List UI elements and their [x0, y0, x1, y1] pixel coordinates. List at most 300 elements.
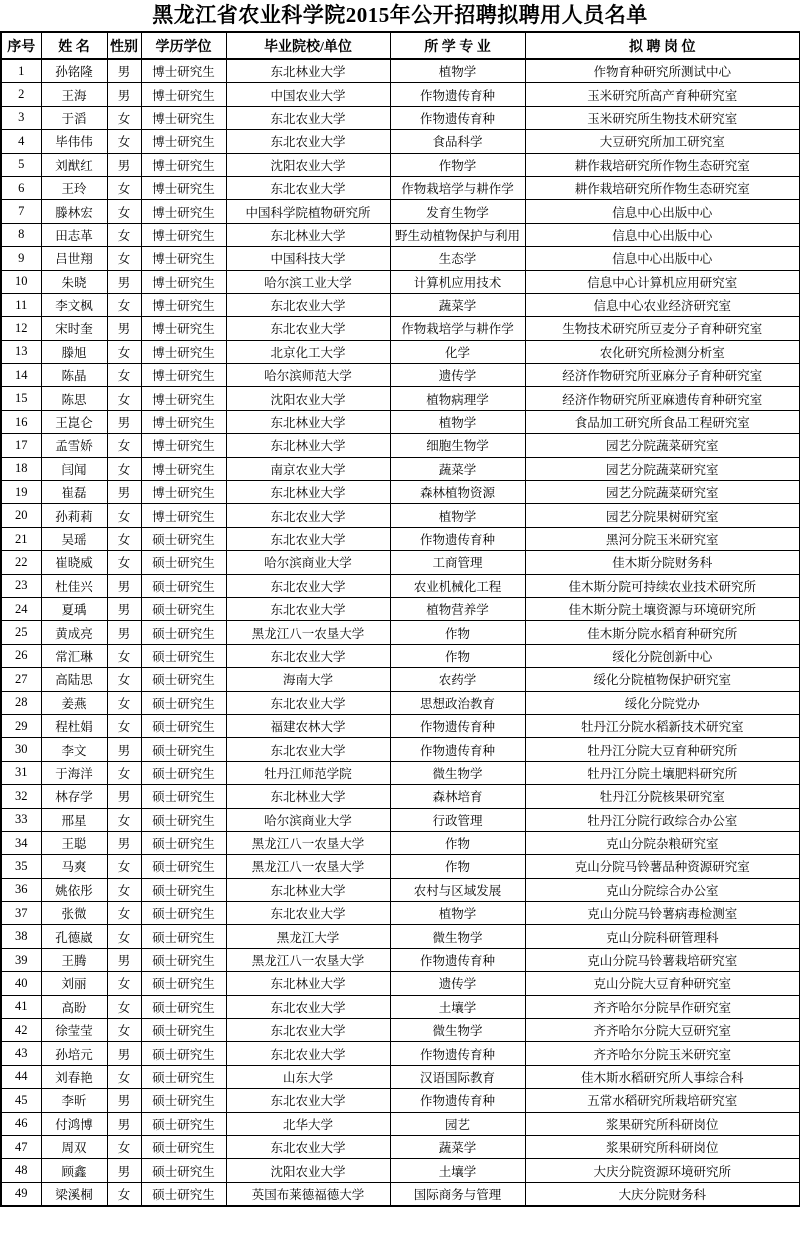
- cell-name: 滕旭: [41, 340, 107, 363]
- cell-major: 植物病理学: [390, 387, 525, 410]
- cell-major: 思想政治教育: [390, 691, 525, 714]
- cell-school: 北京化工大学: [226, 340, 390, 363]
- cell-gender: 女: [107, 247, 141, 270]
- cell-degree: 博士研究生: [141, 340, 226, 363]
- table-row: [1, 504, 800, 527]
- cell-position: 耕作栽培研究所作物生态研究室: [525, 153, 800, 176]
- cell-school: 东北农业大学: [226, 176, 390, 199]
- cell-gender: 男: [107, 481, 141, 504]
- cell-school: 东北林业大学: [226, 972, 390, 995]
- cell-major: 蔬菜学: [390, 293, 525, 316]
- table-row: [1, 481, 800, 504]
- cell-index: 43: [1, 1042, 41, 1065]
- cell-index: 46: [1, 1112, 41, 1135]
- cell-major: 作物栽培学与耕作学: [390, 176, 525, 199]
- cell-gender: 女: [107, 925, 141, 948]
- cell-major: 野生动植物保护与利用: [390, 223, 525, 246]
- cell-degree: 硕士研究生: [141, 761, 226, 784]
- cell-index: 3: [1, 106, 41, 129]
- cell-major: 作物遗传育种: [390, 527, 525, 550]
- column-header-name: 姓 名: [41, 32, 107, 59]
- cell-index: 45: [1, 1089, 41, 1112]
- cell-degree: 硕士研究生: [141, 527, 226, 550]
- cell-position: 信息中心出版中心: [525, 223, 800, 246]
- cell-major: 作物遗传育种: [390, 948, 525, 971]
- cell-index: 42: [1, 1019, 41, 1042]
- table-row: [1, 738, 800, 761]
- cell-major: 细胞生物学: [390, 434, 525, 457]
- cell-index: 33: [1, 808, 41, 831]
- cell-major: 生态学: [390, 247, 525, 270]
- cell-name: 李文枫: [41, 293, 107, 316]
- cell-major: 化学: [390, 340, 525, 363]
- cell-position: 克山分院杂粮研究室: [525, 831, 800, 854]
- cell-name: 马爽: [41, 855, 107, 878]
- cell-school: 山东大学: [226, 1065, 390, 1088]
- cell-name: 王玲: [41, 176, 107, 199]
- cell-name: 王崑仑: [41, 410, 107, 433]
- cell-position: 牡丹江分院行政综合办公室: [525, 808, 800, 831]
- cell-school: 哈尔滨商业大学: [226, 808, 390, 831]
- cell-school: 中国科学院植物研究所: [226, 200, 390, 223]
- cell-name: 周双: [41, 1135, 107, 1158]
- cell-gender: 女: [107, 1019, 141, 1042]
- cell-degree: 博士研究生: [141, 317, 226, 340]
- cell-position: 克山分院马铃薯品种资源研究室: [525, 855, 800, 878]
- cell-school: 东北林业大学: [226, 785, 390, 808]
- column-header-degree: 学历学位: [141, 32, 226, 59]
- table-row: [1, 972, 800, 995]
- cell-name: 张微: [41, 902, 107, 925]
- cell-name: 邢星: [41, 808, 107, 831]
- cell-index: 8: [1, 223, 41, 246]
- cell-index: 44: [1, 1065, 41, 1088]
- cell-position: 克山分院马铃薯栽培研究室: [525, 948, 800, 971]
- cell-position: 克山分院马铃薯病毒检测室: [525, 902, 800, 925]
- cell-major: 植物学: [390, 902, 525, 925]
- cell-index: 14: [1, 364, 41, 387]
- cell-major: 农药学: [390, 668, 525, 691]
- cell-school: 黑龙江八一农垦大学: [226, 855, 390, 878]
- cell-degree: 博士研究生: [141, 481, 226, 504]
- cell-degree: 硕士研究生: [141, 808, 226, 831]
- document-title: 黑龙江省农业科学院2015年公开招聘拟聘用人员名单: [152, 3, 648, 27]
- cell-position: 齐齐哈尔分院玉米研究室: [525, 1042, 800, 1065]
- table-row: [1, 1112, 800, 1135]
- cell-name: 徐莹莹: [41, 1019, 107, 1042]
- cell-major: 作物遗传育种: [390, 83, 525, 106]
- cell-name: 付鸿博: [41, 1112, 107, 1135]
- cell-school: 黑龙江大学: [226, 925, 390, 948]
- cell-position: 信息中心农业经济研究室: [525, 293, 800, 316]
- cell-school: 东北农业大学: [226, 130, 390, 153]
- cell-index: 28: [1, 691, 41, 714]
- cell-name: 刘春艳: [41, 1065, 107, 1088]
- cell-position: 农化研究所检测分析室: [525, 340, 800, 363]
- cell-name: 李昕: [41, 1089, 107, 1112]
- table-row: [1, 855, 800, 878]
- table-row: [1, 387, 800, 410]
- cell-degree: 博士研究生: [141, 176, 226, 199]
- table-row: [1, 878, 800, 901]
- cell-school: 黑龙江八一农垦大学: [226, 621, 390, 644]
- table-row: [1, 621, 800, 644]
- table-row: [1, 1042, 800, 1065]
- cell-position: 园艺分院果树研究室: [525, 504, 800, 527]
- cell-index: 2: [1, 83, 41, 106]
- cell-name: 刘丽: [41, 972, 107, 995]
- cell-index: 6: [1, 176, 41, 199]
- cell-index: 47: [1, 1135, 41, 1158]
- cell-major: 森林植物资源: [390, 481, 525, 504]
- cell-index: 1: [1, 59, 41, 83]
- cell-major: 计算机应用技术: [390, 270, 525, 293]
- table-row: [1, 902, 800, 925]
- cell-gender: 男: [107, 574, 141, 597]
- table-row: [1, 668, 800, 691]
- cell-gender: 女: [107, 808, 141, 831]
- cell-school: 南京农业大学: [226, 457, 390, 480]
- cell-name: 毕伟伟: [41, 130, 107, 153]
- cell-gender: 女: [107, 106, 141, 129]
- cell-major: 作物遗传育种: [390, 714, 525, 737]
- cell-gender: 男: [107, 597, 141, 620]
- cell-index: 23: [1, 574, 41, 597]
- cell-major: 植物学: [390, 59, 525, 83]
- cell-name: 姚依彤: [41, 878, 107, 901]
- cell-school: 沈阳农业大学: [226, 387, 390, 410]
- cell-name: 林存学: [41, 785, 107, 808]
- cell-major: 国际商务与管理: [390, 1182, 525, 1206]
- cell-school: 东北林业大学: [226, 481, 390, 504]
- cell-name: 闫闻: [41, 457, 107, 480]
- cell-degree: 硕士研究生: [141, 925, 226, 948]
- cell-name: 朱晓: [41, 270, 107, 293]
- cell-name: 高盼: [41, 995, 107, 1018]
- cell-degree: 博士研究生: [141, 59, 226, 83]
- recruitment-table: [0, 31, 800, 1207]
- cell-degree: 博士研究生: [141, 410, 226, 433]
- cell-school: 东北农业大学: [226, 1089, 390, 1112]
- cell-gender: 女: [107, 902, 141, 925]
- cell-name: 陈晶: [41, 364, 107, 387]
- cell-gender: 女: [107, 855, 141, 878]
- cell-position: 玉米研究所高产育种研究室: [525, 83, 800, 106]
- cell-index: 29: [1, 714, 41, 737]
- cell-index: 27: [1, 668, 41, 691]
- table-row: [1, 176, 800, 199]
- cell-degree: 博士研究生: [141, 247, 226, 270]
- cell-name: 孙铭隆: [41, 59, 107, 83]
- cell-position: 牡丹江分院大豆育种研究所: [525, 738, 800, 761]
- cell-index: 21: [1, 527, 41, 550]
- cell-school: 东北农业大学: [226, 902, 390, 925]
- cell-major: 行政管理: [390, 808, 525, 831]
- cell-index: 13: [1, 340, 41, 363]
- table-row: [1, 153, 800, 176]
- table-row: [1, 270, 800, 293]
- cell-major: 作物栽培学与耕作学: [390, 317, 525, 340]
- cell-degree: 博士研究生: [141, 457, 226, 480]
- table-row: [1, 223, 800, 246]
- cell-name: 李文: [41, 738, 107, 761]
- cell-degree: 博士研究生: [141, 434, 226, 457]
- cell-degree: 硕士研究生: [141, 1159, 226, 1182]
- cell-degree: 硕士研究生: [141, 1112, 226, 1135]
- cell-index: 39: [1, 948, 41, 971]
- cell-degree: 博士研究生: [141, 387, 226, 410]
- cell-school: 英国布莱德福德大学: [226, 1182, 390, 1206]
- cell-index: 9: [1, 247, 41, 270]
- cell-position: 绥化分院党办: [525, 691, 800, 714]
- table-row: [1, 808, 800, 831]
- cell-degree: 博士研究生: [141, 364, 226, 387]
- cell-index: 25: [1, 621, 41, 644]
- cell-school: 东北林业大学: [226, 223, 390, 246]
- cell-school: 沈阳农业大学: [226, 1159, 390, 1182]
- cell-gender: 女: [107, 644, 141, 667]
- cell-major: 工商管理: [390, 551, 525, 574]
- table-row: [1, 1159, 800, 1182]
- cell-index: 16: [1, 410, 41, 433]
- cell-name: 姜燕: [41, 691, 107, 714]
- table-row: [1, 1135, 800, 1158]
- cell-index: 19: [1, 481, 41, 504]
- cell-major: 植物学: [390, 504, 525, 527]
- cell-gender: 女: [107, 176, 141, 199]
- cell-gender: 男: [107, 270, 141, 293]
- cell-position: 牡丹江分院水稻新技术研究室: [525, 714, 800, 737]
- cell-name: 孙莉莉: [41, 504, 107, 527]
- cell-major: 微生物学: [390, 761, 525, 784]
- cell-degree: 硕士研究生: [141, 1182, 226, 1206]
- cell-index: 36: [1, 878, 41, 901]
- cell-gender: 女: [107, 364, 141, 387]
- table-row: [1, 574, 800, 597]
- cell-position: 作物育种研究所测试中心: [525, 59, 800, 83]
- table-row: [1, 1182, 800, 1206]
- cell-position: 浆果研究所科研岗位: [525, 1112, 800, 1135]
- cell-degree: 博士研究生: [141, 153, 226, 176]
- cell-name: 孟雪娇: [41, 434, 107, 457]
- cell-index: 4: [1, 130, 41, 153]
- cell-school: 东北林业大学: [226, 59, 390, 83]
- table-row: [1, 457, 800, 480]
- cell-position: 绥化分院创新中心: [525, 644, 800, 667]
- cell-position: 牡丹江分院土壤肥料研究所: [525, 761, 800, 784]
- cell-name: 高陆思: [41, 668, 107, 691]
- cell-index: 5: [1, 153, 41, 176]
- cell-name: 王海: [41, 83, 107, 106]
- cell-school: 东北农业大学: [226, 527, 390, 550]
- column-header-gender: 性别: [107, 32, 141, 59]
- table-row: [1, 106, 800, 129]
- cell-index: 37: [1, 902, 41, 925]
- cell-gender: 女: [107, 995, 141, 1018]
- cell-gender: 男: [107, 621, 141, 644]
- cell-name: 夏瑀: [41, 597, 107, 620]
- cell-major: 汉语国际教育: [390, 1065, 525, 1088]
- cell-index: 31: [1, 761, 41, 784]
- cell-gender: 女: [107, 457, 141, 480]
- cell-major: 农村与区域发展: [390, 878, 525, 901]
- cell-major: 作物遗传育种: [390, 1089, 525, 1112]
- table-row: [1, 434, 800, 457]
- cell-index: 41: [1, 995, 41, 1018]
- cell-degree: 硕士研究生: [141, 902, 226, 925]
- cell-gender: 女: [107, 761, 141, 784]
- cell-gender: 女: [107, 1182, 141, 1206]
- cell-index: 20: [1, 504, 41, 527]
- cell-degree: 博士研究生: [141, 130, 226, 153]
- cell-degree: 硕士研究生: [141, 597, 226, 620]
- cell-school: 东北农业大学: [226, 317, 390, 340]
- cell-index: 17: [1, 434, 41, 457]
- cell-position: 经济作物研究所亚麻分子育种研究室: [525, 364, 800, 387]
- cell-school: 黑龙江八一农垦大学: [226, 948, 390, 971]
- cell-major: 作物遗传育种: [390, 1042, 525, 1065]
- cell-degree: 硕士研究生: [141, 1065, 226, 1088]
- cell-degree: 硕士研究生: [141, 714, 226, 737]
- cell-position: 经济作物研究所亚麻遗传育种研究室: [525, 387, 800, 410]
- cell-name: 于海洋: [41, 761, 107, 784]
- cell-position: 玉米研究所生物技术研究室: [525, 106, 800, 129]
- table-row: [1, 691, 800, 714]
- cell-school: 黑龙江八一农垦大学: [226, 831, 390, 854]
- cell-position: 浆果研究所科研岗位: [525, 1135, 800, 1158]
- cell-gender: 男: [107, 59, 141, 83]
- cell-index: 49: [1, 1182, 41, 1206]
- table-row: [1, 1065, 800, 1088]
- table-row: [1, 364, 800, 387]
- cell-school: 东北农业大学: [226, 106, 390, 129]
- cell-name: 孙培元: [41, 1042, 107, 1065]
- cell-position: 佳木斯分院可持续农业技术研究所: [525, 574, 800, 597]
- cell-index: 26: [1, 644, 41, 667]
- cell-name: 田志革: [41, 223, 107, 246]
- cell-degree: 硕士研究生: [141, 878, 226, 901]
- cell-gender: 女: [107, 551, 141, 574]
- cell-position: 园艺分院蔬菜研究室: [525, 434, 800, 457]
- cell-name: 陈思: [41, 387, 107, 410]
- table-row: [1, 130, 800, 153]
- cell-gender: 女: [107, 691, 141, 714]
- cell-degree: 硕士研究生: [141, 738, 226, 761]
- cell-name: 刘猷红: [41, 153, 107, 176]
- cell-gender: 男: [107, 1042, 141, 1065]
- cell-degree: 硕士研究生: [141, 1042, 226, 1065]
- table-row: [1, 644, 800, 667]
- cell-gender: 女: [107, 504, 141, 527]
- cell-degree: 硕士研究生: [141, 995, 226, 1018]
- cell-degree: 博士研究生: [141, 200, 226, 223]
- table-row: [1, 948, 800, 971]
- cell-degree: 博士研究生: [141, 293, 226, 316]
- cell-degree: 硕士研究生: [141, 1089, 226, 1112]
- cell-gender: 男: [107, 153, 141, 176]
- cell-school: 东北农业大学: [226, 644, 390, 667]
- cell-degree: 博士研究生: [141, 504, 226, 527]
- cell-position: 佳木斯水稻研究所人事综合科: [525, 1065, 800, 1088]
- cell-major: 蔬菜学: [390, 457, 525, 480]
- cell-position: 黑河分院玉米研究室: [525, 527, 800, 550]
- cell-school: 东北农业大学: [226, 738, 390, 761]
- cell-gender: 女: [107, 130, 141, 153]
- table-header-row: [1, 32, 800, 59]
- column-header-major: 所 学 专 业: [390, 32, 525, 59]
- cell-name: 王聪: [41, 831, 107, 854]
- cell-degree: 硕士研究生: [141, 948, 226, 971]
- cell-school: 东北林业大学: [226, 410, 390, 433]
- cell-name: 顾鑫: [41, 1159, 107, 1182]
- cell-school: 东北农业大学: [226, 504, 390, 527]
- table-row: [1, 714, 800, 737]
- cell-name: 于滔: [41, 106, 107, 129]
- table-row: [1, 1089, 800, 1112]
- cell-major: 作物学: [390, 153, 525, 176]
- cell-position: 克山分院科研管理科: [525, 925, 800, 948]
- cell-degree: 硕士研究生: [141, 551, 226, 574]
- cell-index: 15: [1, 387, 41, 410]
- cell-degree: 硕士研究生: [141, 855, 226, 878]
- cell-gender: 男: [107, 1089, 141, 1112]
- table-row: [1, 761, 800, 784]
- cell-index: 12: [1, 317, 41, 340]
- table-row: [1, 597, 800, 620]
- cell-degree: 硕士研究生: [141, 668, 226, 691]
- cell-index: 11: [1, 293, 41, 316]
- cell-position: 佳木斯分院水稻育种研究所: [525, 621, 800, 644]
- cell-school: 哈尔滨商业大学: [226, 551, 390, 574]
- cell-position: 佳木斯分院土壤资源与环境研究所: [525, 597, 800, 620]
- cell-name: 崔晓威: [41, 551, 107, 574]
- cell-major: 作物: [390, 621, 525, 644]
- cell-degree: 博士研究生: [141, 106, 226, 129]
- cell-major: 作物: [390, 644, 525, 667]
- cell-name: 宋时奎: [41, 317, 107, 340]
- cell-gender: 男: [107, 1112, 141, 1135]
- cell-degree: 硕士研究生: [141, 972, 226, 995]
- cell-position: 园艺分院蔬菜研究室: [525, 457, 800, 480]
- cell-name: 王腾: [41, 948, 107, 971]
- cell-index: 38: [1, 925, 41, 948]
- cell-index: 10: [1, 270, 41, 293]
- cell-position: 牡丹江分院核果研究室: [525, 785, 800, 808]
- cell-gender: 男: [107, 1159, 141, 1182]
- cell-major: 作物遗传育种: [390, 738, 525, 761]
- column-header-position: 拟 聘 岗 位: [525, 32, 800, 59]
- cell-major: 作物: [390, 831, 525, 854]
- cell-school: 哈尔滨师范大学: [226, 364, 390, 387]
- cell-major: 食品科学: [390, 130, 525, 153]
- cell-major: 遗传学: [390, 364, 525, 387]
- cell-school: 牡丹江师范学院: [226, 761, 390, 784]
- cell-degree: 硕士研究生: [141, 831, 226, 854]
- cell-index: 32: [1, 785, 41, 808]
- cell-name: 杜佳兴: [41, 574, 107, 597]
- cell-position: 大庆分院资源环境研究所: [525, 1159, 800, 1182]
- cell-position: 园艺分院蔬菜研究室: [525, 481, 800, 504]
- cell-gender: 女: [107, 1135, 141, 1158]
- cell-position: 食品加工研究所食品工程研究室: [525, 410, 800, 433]
- cell-name: 孔德崴: [41, 925, 107, 948]
- cell-position: 生物技术研究所豆麦分子育种研究室: [525, 317, 800, 340]
- cell-major: 植物学: [390, 410, 525, 433]
- table-row: [1, 200, 800, 223]
- cell-school: 东北农业大学: [226, 574, 390, 597]
- cell-degree: 硕士研究生: [141, 1019, 226, 1042]
- cell-degree: 硕士研究生: [141, 1135, 226, 1158]
